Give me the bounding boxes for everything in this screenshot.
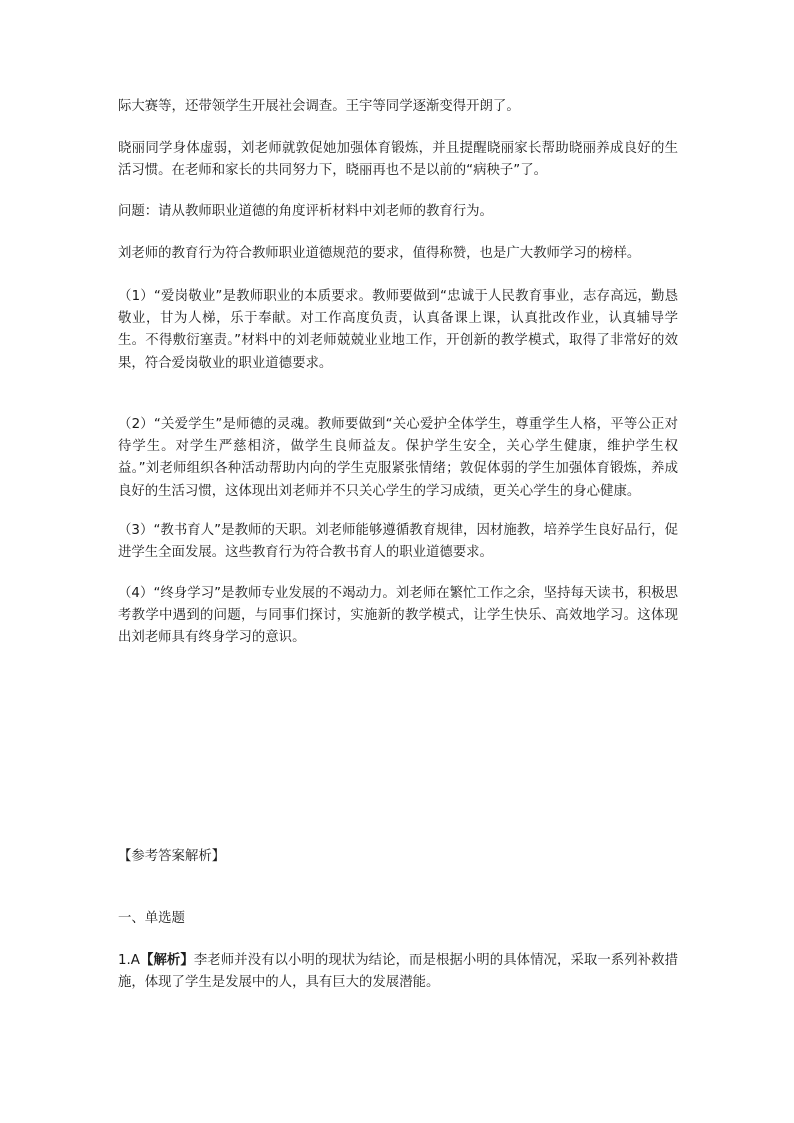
answer-point-2: （2）“关爱学生”是师德的灵魂。教师要做到“关心爱护全体学生，尊重学生人格，平等公正对待学生。对学生严慈相济，做学生良师益友。保护学生安全，关心学生健康，维护学生权益。”刘老师组织各种活动帮助内向的学生克服紧张情绪；敦促体弱的学生加强体育锻炼，养成良好的生活习惯，这体现出刘老师并不只关心学生的学习成绩，更关心学生的身心健康。 <box>118 417 678 499</box>
answer-point-1: （1）“爱岗敬业”是教师职业的本质要求。教师要做到“忠诚于人民教育事业，志存高远，勤恳敬业，甘为人梯，乐于奉献。对工作高度负责，认真备课上课，认真批改作业，认真辅导学生。不得敷衍塞责。”材料中的刘老师兢兢业业地工作，开创新的教学模式，取得了非常好的效果，符合爱岗敬业的职业道德要求。 <box>118 289 678 371</box>
single-choice-title: 一、单选题 <box>118 911 185 926</box>
answer-intro: 刘老师的教育行为符合教师职业道德规范的要求，值得称赞，也是广大教师学习的榜样。 <box>118 246 641 261</box>
answer-item-1-text: 李老师并没有以小明的现状为结论，而是根据小明的具体情况，采取一系列补救措施，体现了学生是发展中的人，具有巨大的发展潜能。 <box>118 953 679 991</box>
answer-item-1 <box>118 950 678 994</box>
analysis-tag: 【解析】 <box>139 953 194 968</box>
answer-section-title: 【参考答案解析】 <box>118 849 226 864</box>
answer-item-1-prefix: 1.A <box>118 953 140 968</box>
answer-point-3: （3）“教书育人”是教师的天职。刘老师能够遵循教育规律，因材施教，培养学生良好品行，促进学生全面发展。这些教育行为符合教书育人的职业道德要求。 <box>118 523 678 561</box>
paragraph-continuation: 际大赛等，还带领学生开展社会调查。王宇等同学逐渐变得开朗了。 <box>118 99 520 114</box>
question-text: 问题：请从教师职业道德的角度评析材料中刘老师的教育行为。 <box>118 204 493 219</box>
paragraph-xiaoli: 晓丽同学身体虚弱，刘老师就敦促她加强体育锻炼，并且提醒晓丽家长帮助晓丽养成良好的生活习惯。在老师和家长的共同努力下，晓丽再也不是以前的“病秧子”了。 <box>118 141 678 179</box>
answer-point-4: （4）“终身学习”是教师专业发展的不竭动力。刘老师在繁忙工作之余，坚持每天读书，积极思考教学中遇到的问题，与同事们探讨，实施新的教学模式，让学生快乐、高效地学习。这体现出刘老师具有终身学习的意识。 <box>118 586 678 646</box>
